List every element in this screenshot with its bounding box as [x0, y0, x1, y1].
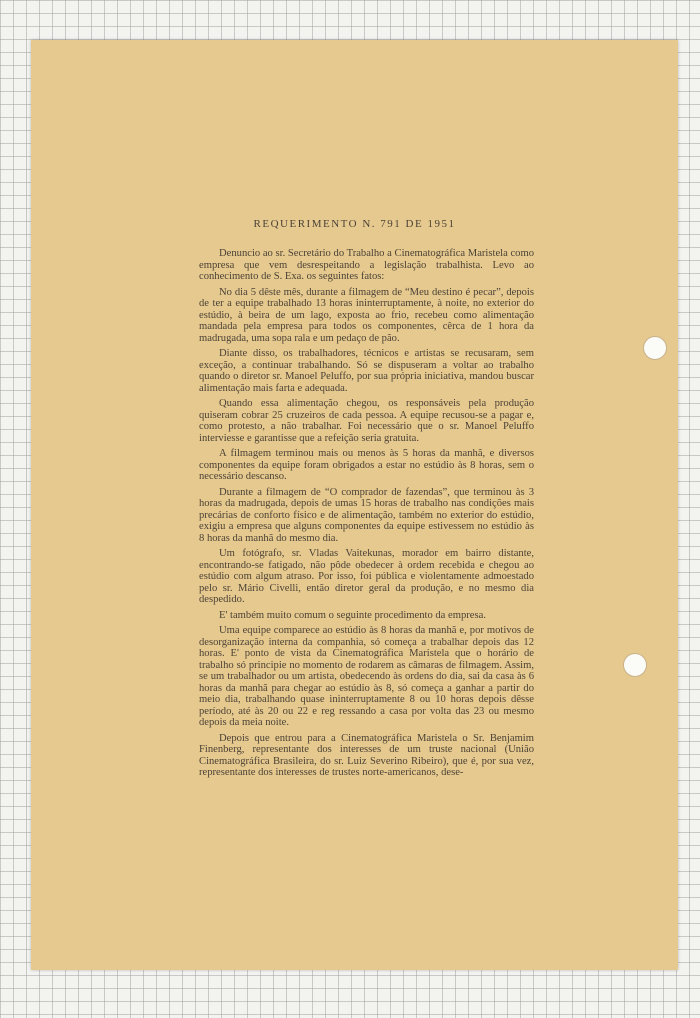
document-heading: REQUERIMENTO N. 791 DE 1951	[253, 218, 456, 230]
paragraph: Denuncio ao sr. Secretário do Trabalho a Cinematográfica Maristela como empresa que vem desrespeitando a legislação trabalhista. Levo ao conhecimento de S. Exa. os seguintes fatos:	[199, 248, 534, 282]
paragraph: Uma equipe comparece ao estúdio às 8 horas da manhã e, por motivos de desorganização interna da companhia, só começa a trabalhar depois das 12 horas. E' ponto de vista da Cinematográfica Maristela que o horário de trabalho só principie no momento de rodarem as câmaras de filmagem. Assim, se um trabalhador ou um artista, obedecendo às ordens do dia, sai da casa às 6 horas da manhã para chegar ao estúdio às 8, só começa a ganhar a partir do meio dia, trabalhando quase ininterruptamente 8 ou 10 horas depois dêsse período, até às 20 ou 22 e reg ressando a casa por volta das 23 ou mesmo depois da meia noite.	[199, 625, 534, 728]
paragraph: Depois que entrou para a Cinematográfica Maristela o Sr. Benjamim Finenberg, representante dos interesses de um truste nacional (União Cinematográfica Brasileira, do sr. Luiz Severino Ribeiro), que é, por sua vez, representante dos interesses de trustes norte-americanos, dese-	[199, 732, 534, 778]
paragraph: Quando essa alimentação chegou, os responsáveis pela produção quiseram cobrar 25 cruzeiros de cada pessoa. A equipe recusou-se a pagar e, como protesto, a não trabalhar. Foi necessário que o sr. Manoel Peluffo interviesse e garantisse que a refeição seria gratuita.	[199, 398, 534, 444]
document-body	[199, 248, 534, 783]
paragraph: No dia 5 dêste mês, durante a filmagem de “Meu destino é pecar”, depois de ter a equipe trabalhado 13 horas ininterruptamente, à noite, no exterior do estúdio, à beira de um lago, exposta ao frio, recebeu como alimentação mandada pela empresa para todos os componentes, cêrca de 1 hora da madrugada, uma sopa rala e um pedaço de pão.	[199, 286, 534, 344]
paragraph: E' também muito comum o seguinte procedimento da empresa.	[219, 609, 486, 621]
document-page	[31, 40, 678, 970]
paragraph: Diante disso, os trabalhadores, técnicos e artistas se recusaram, sem exceção, a continuar trabalhando. Só se dispuseram a voltar ao trabalho quando o diretor sr. Manoel Peluffo, por sua própria iniciativa, mandou buscar alimentação mais farta e adequada.	[199, 348, 534, 394]
punch-hole	[623, 653, 647, 677]
paragraph: A filmagem terminou mais ou menos às 5 horas da manhã, e diversos componentes da equipe foram obrigados a estar no estúdio às 8 horas, sem o necessário descanso.	[199, 448, 534, 482]
paragraph: Durante a filmagem de “O comprador de fazendas”, que terminou às 3 horas da madrugada, depois de umas 15 horas de trabalho nas condições mais precárias de conforto físico e de alimentação, também no exterior do estúdio, exigiu a empresa que alguns componentes da equipe estivessem no estúdio às 8 horas da manhã do mesmo dia.	[199, 486, 534, 544]
paragraph: Um fotógrafo, sr. Vladas Vaitekunas, morador em bairro distante, encontrando-se fatigado, não pôde obedecer à ordem recebida e chegou ao estúdio com algum atraso. Por isso, foi pública e violentamente admoestado pelo sr. Mário Civelli, então diretor geral da produção, e no mesmo dia despedido.	[199, 548, 534, 605]
punch-hole	[643, 336, 667, 360]
